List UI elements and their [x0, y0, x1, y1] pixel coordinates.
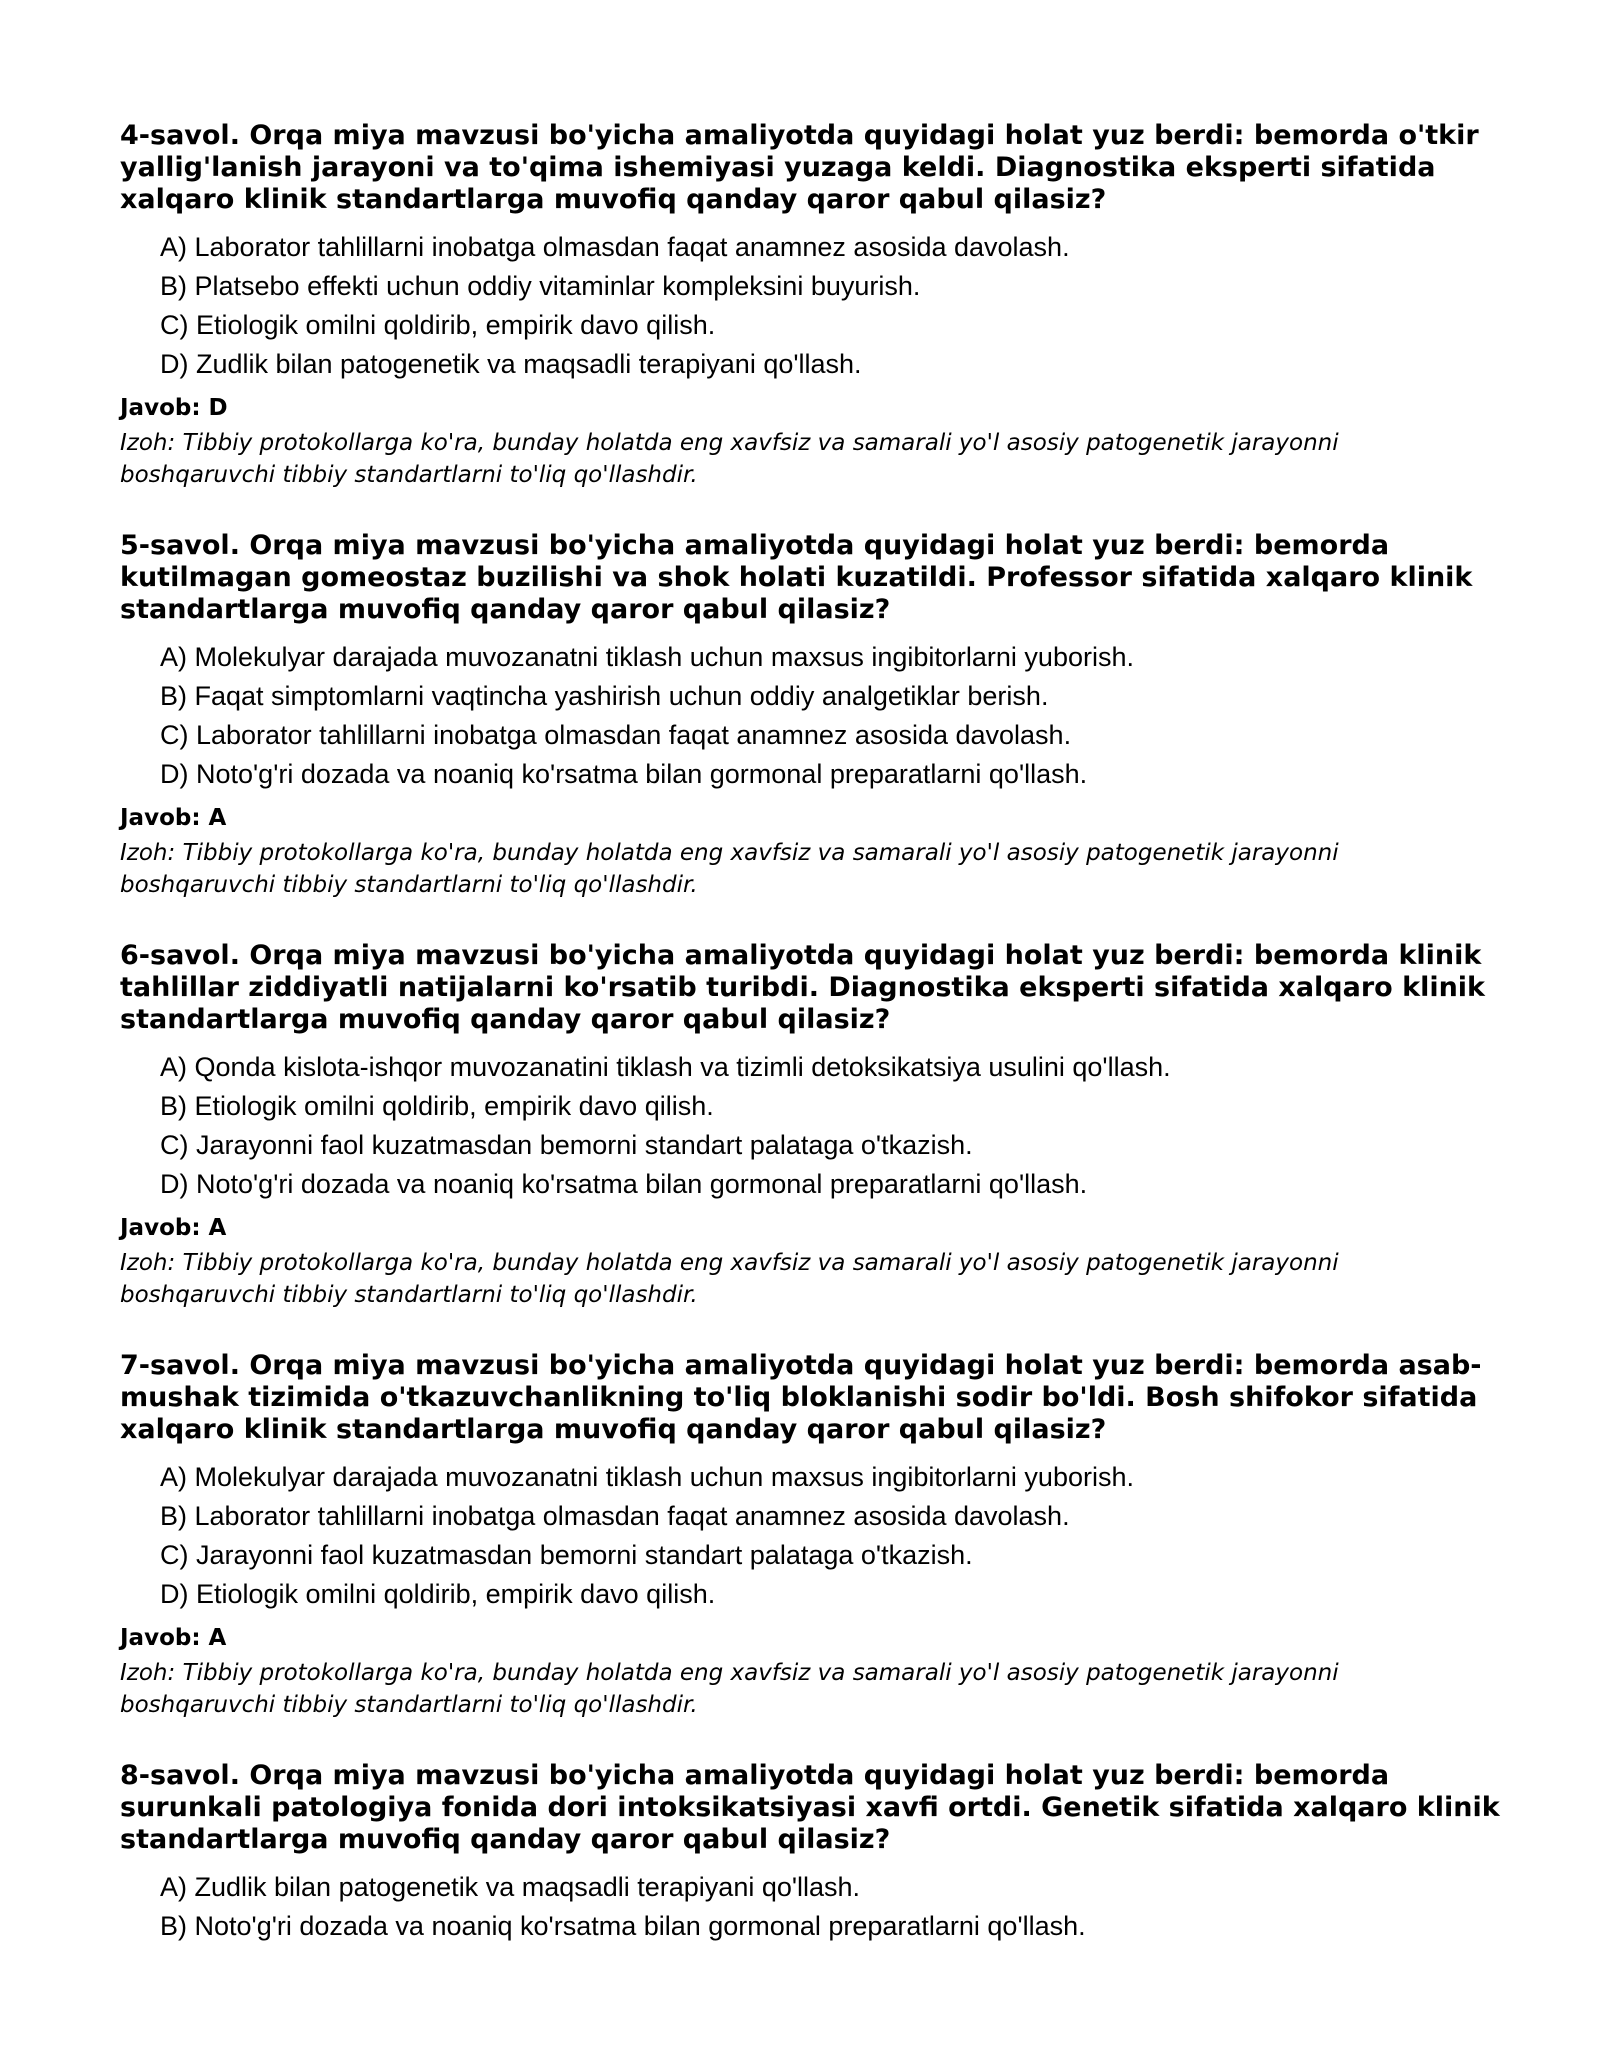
question-title: 5-savol. Orqa miya mavzusi bo'yicha amaliyotda quyidagi holat yuz berdi: bemorda kutilmagan gomeostaz buzilishi va shok holati kuzatildi. Professor sifatida xalqaro klinik standartlarga muvofiq qanday qaror qabul qilasiz? — [120, 530, 1473, 625]
answer: Javob: A — [120, 1215, 227, 1241]
question-title: 8-savol. Orqa miya mavzusi bo'yicha amaliyotda quyidagi holat yuz berdi: bemorda surunkali patologiya fonida dori intoksikatsiyasi xavfi ortdi. Genetik sifatida xalqaro klinik standartlarga muvofiq qanday qaror qabul qilasiz? — [120, 1760, 1500, 1855]
explanation: Izoh: Tibbiy protokollarga ko'ra, bunday holatda eng xavfsiz va samarali yo'l asosiy patogenetik jarayonni boshqaruvchi tibbiy standartlarni to'liq qo'llashdir. — [120, 840, 1339, 898]
explanation: Izoh: Tibbiy protokollarga ko'ra, bunday holatda eng xavfsiz va samarali yo'l asosiy patogenetik jarayonni boshqaruvchi tibbiy standartlarni to'liq qo'llashdir. — [120, 430, 1339, 488]
question-title: 4-savol. Orqa miya mavzusi bo'yicha amaliyotda quyidagi holat yuz berdi: bemorda o'tkir yallig'lanish jarayoni va to'qima ishemiyasi yuzaga keldi. Diagnostika eksperti sifatida xalqaro klinik standartlarga muvofiq qanday qaror qabul qilasiz? — [120, 120, 1479, 215]
options-list — [160, 638, 1500, 794]
question-title: 6-savol. Orqa miya mavzusi bo'yicha amaliyotda quyidagi holat yuz berdi: bemorda klinik tahlillar ziddiyatli natijalarni ko'rsatib turibdi. Diagnostika eksperti sifatida xalqaro klinik standartlarga muvofiq qanday qaror qabul qilasiz? — [120, 940, 1486, 1035]
option-a: A) Laborator tahlillarni inobatga olmasdan faqat anamnez asosida davolash. — [160, 232, 1070, 262]
option-d: D) Noto'g'ri dozada va noaniq ko'rsatma bilan gormonal preparatlarni qo'llash. — [160, 759, 1088, 789]
option-c: C) Etiologik omilni qoldirib, empirik davo qilish. — [160, 310, 716, 340]
option-b: B) Platsebo effekti uchun oddiy vitaminlar kompleksini buyurish. — [160, 271, 921, 301]
question-6 — [120, 940, 1500, 1311]
answer: Javob: D — [120, 395, 228, 421]
options-list — [160, 228, 1500, 384]
answer: Javob: A — [120, 1625, 227, 1651]
question-7 — [120, 1350, 1500, 1721]
option-b: B) Laborator tahlillarni inobatga olmasdan faqat anamnez asosida davolash. — [160, 1501, 1070, 1531]
question-title: 7-savol. Orqa miya mavzusi bo'yicha amaliyotda quyidagi holat yuz berdi: bemorda asab-mushak tizimida o'tkazuvchanlikning to'liq bloklanishi sodir bo'ldi. Bosh shifokor sifatida xalqaro klinik standartlarga muvofiq qanday qaror qabul qilasiz? — [120, 1350, 1482, 1445]
option-b: B) Etiologik omilni qoldirib, empirik davo qilish. — [160, 1091, 714, 1121]
answer: Javob: A — [120, 805, 227, 831]
explanation: Izoh: Tibbiy protokollarga ko'ra, bunday holatda eng xavfsiz va samarali yo'l asosiy patogenetik jarayonni boshqaruvchi tibbiy standartlarni to'liq qo'llashdir. — [120, 1660, 1339, 1718]
question-4 — [120, 120, 1500, 491]
option-b: B) Faqat simptomlarni vaqtincha yashirish uchun oddiy analgetiklar berish. — [160, 681, 1049, 711]
option-a: A) Zudlik bilan patogenetik va maqsadli terapiyani qo'llash. — [160, 1872, 861, 1902]
options-list — [160, 1868, 1500, 1946]
option-d: D) Etiologik omilni qoldirib, empirik davo qilish. — [160, 1579, 716, 1609]
explanation: Izoh: Tibbiy protokollarga ko'ra, bunday holatda eng xavfsiz va samarali yo'l asosiy patogenetik jarayonni boshqaruvchi tibbiy standartlarni to'liq qo'llashdir. — [120, 1250, 1339, 1308]
question-8 — [120, 1760, 1500, 1946]
option-d: D) Zudlik bilan patogenetik va maqsadli terapiyani qo'llash. — [160, 349, 862, 379]
option-a: A) Qonda kislota-ishqor muvozanatini tiklash va tizimli detoksikatsiya usulini qo'llash. — [160, 1052, 1171, 1082]
option-c: C) Laborator tahlillarni inobatga olmasdan faqat anamnez asosida davolash. — [160, 720, 1072, 750]
option-d: D) Noto'g'ri dozada va noaniq ko'rsatma bilan gormonal preparatlarni qo'llash. — [160, 1169, 1088, 1199]
option-a: A) Molekulyar darajada muvozanatni tiklash uchun maxsus ingibitorlarni yuborish. — [160, 642, 1134, 672]
option-a: A) Molekulyar darajada muvozanatni tiklash uchun maxsus ingibitorlarni yuborish. — [160, 1462, 1134, 1492]
question-5 — [120, 530, 1500, 901]
options-list — [160, 1048, 1500, 1204]
option-b: B) Noto'g'ri dozada va noaniq ko'rsatma bilan gormonal preparatlarni qo'llash. — [160, 1911, 1086, 1941]
options-list — [160, 1458, 1500, 1614]
option-c: C) Jarayonni faol kuzatmasdan bemorni standart palataga o'tkazish. — [160, 1540, 973, 1570]
document-page — [120, 120, 1500, 1946]
option-c: C) Jarayonni faol kuzatmasdan bemorni standart palataga o'tkazish. — [160, 1130, 973, 1160]
